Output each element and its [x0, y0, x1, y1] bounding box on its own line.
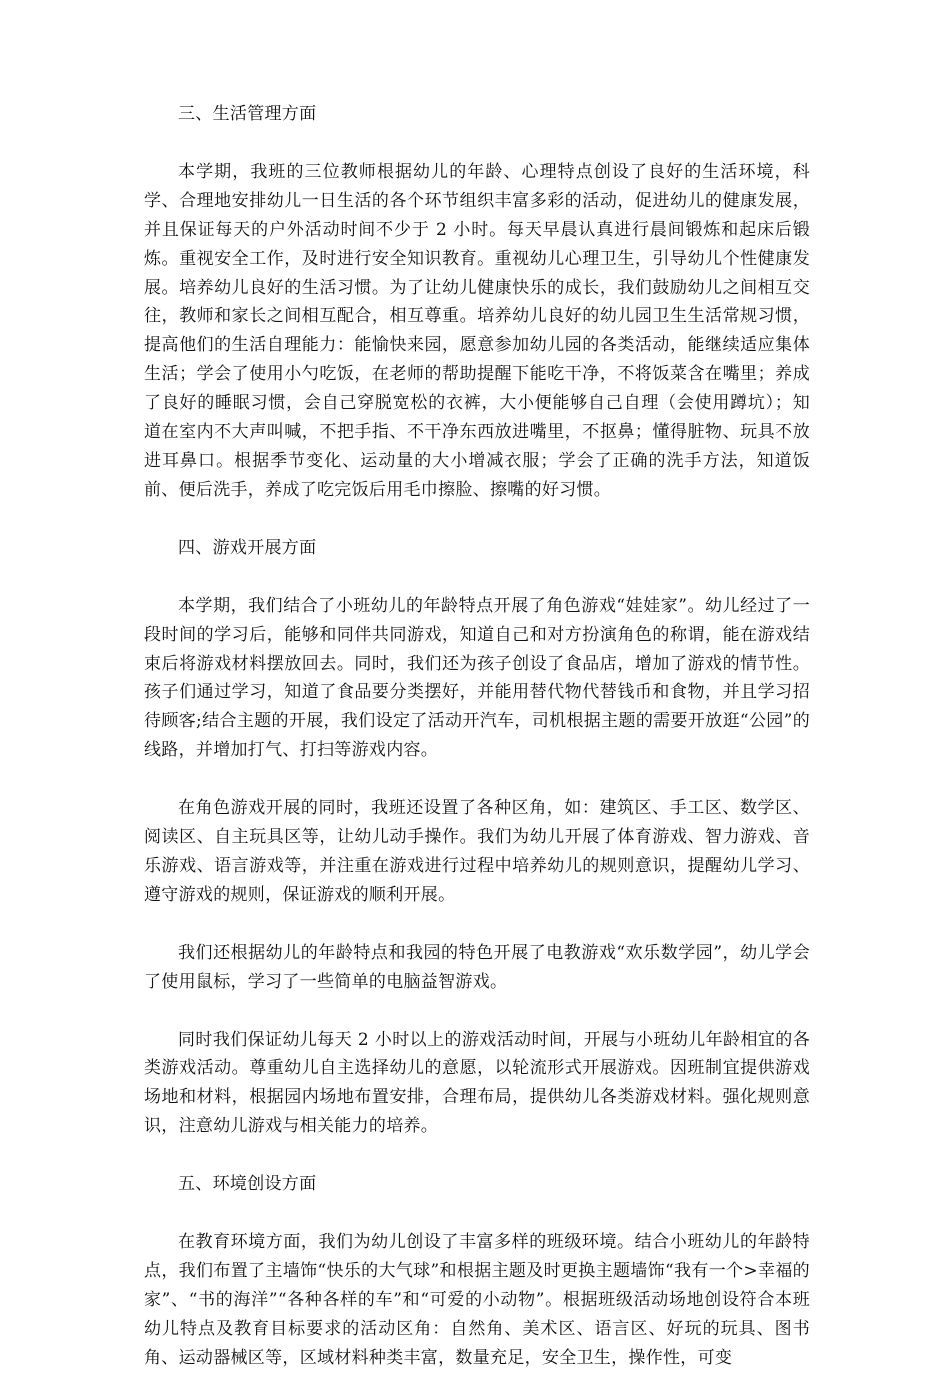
paragraph: 在教育环境方面，我们为幼儿创设了丰富多样的班级环境。结合小班幼儿的年龄特点，我们布置了主墙饰“快乐的大气球”和根据主题及时更换主题墙饰“我有一个>幸福的家”、“书的海洋”“各种各样的车”和“可爱的小动物”。根据班级活动场地创设符合本班幼儿特点及教育目标要求的活动区角：自然角、美术区、语言区、好玩的玩具、图书角、运动器械区等，区域材料种类丰富，数量充足，安全卫生，操作性，可变 [144, 1232, 810, 1368]
section-heading: 三、生活管理方面 [178, 104, 317, 124]
paragraph: 在角色游戏开展的同时，我班还设置了各种区角，如：建筑区、手工区、数学区、阅读区、自主玩具区等，让幼儿动手操作。我们为幼儿开展了体育游戏、智力游戏、音乐游戏、语言游戏等，并注重在游戏进行过程中培养幼儿的规则意识，提醒幼儿学习、遵守游戏的规则，保证游戏的顺利开展。 [144, 798, 810, 905]
section-heading: 五、环境创设方面 [178, 1174, 317, 1195]
section-heading: 四、游戏开展方面 [178, 537, 317, 558]
paragraph: 我们还根据幼儿的年龄特点和我园的特色开展了电教游戏“欢乐数学园”，幼儿学会了使用鼠标，学习了一些简单的电脑益智游戏。 [144, 942, 810, 992]
paragraph: 本学期，我班的三位教师根据幼儿的年龄、心理特点创设了良好的生活环境，科学、合理地安排幼儿一日生活的各个环节组织丰富多彩的活动，促进幼儿的健康发展，并且保证每天的户外活动时间不少于 2 小时。每天早晨认真进行晨间锻炼和起床后锻炼。重视安全工作，及时进行安全知识教育。重视幼儿心理卫生，引导幼儿个性健康发展。培养幼儿良好的生活习惯。为了让幼儿健康快乐的成长，我们鼓励幼儿之间相互交往，教师和家长之间相互配合，相互尊重。培养幼儿良好的幼儿园卫生生活常规习惯，提高他们的生活自理能力：能愉快来园，愿意参加幼儿园的各类活动，能继续适应集体生活；学会了使用小勺吃饭，在老师的帮助提醒下能吃干净，不将饭菜含在嘴里；养成了良好的睡眠习惯，会自己穿脱宽松的衣裤，大小便能够自己自理（会使用蹲坑）；知道在室内不大声叫喊，不把手指、不干净东西放进嘴里，不抠鼻；懂得脏物、玩具不放进耳鼻口。根据季节变化、运动量的大小增减衣服；学会了正确的洗手方法，知道饭前、便后洗手，养成了吃完饭后用毛巾擦脸、擦嘴的好习惯。 [144, 161, 810, 500]
section-environment-creation [144, 1170, 810, 1372]
paragraph: 本学期，我们结合了小班幼儿的年龄特点开展了角色游戏“娃娃家”。幼儿经过了一段时间的学习后，能够和同伴共同游戏，知道自己和对方扮演角色的称谓，能在游戏结束后将游戏材料摆放回去。同时，我们还为孩子创设了食品店，增加了游戏的情节性。孩子们通过学习，知道了食品要分类摆好，并能用替代物代替钱币和食物，并且学习招待顾客;结合主题的开展，我们设定了活动开汽车，司机根据主题的需要开放逛“公园”的线路，并增加打气、打扫等游戏内容。 [144, 595, 810, 761]
section-game-development [144, 534, 810, 1141]
paragraph: 同时我们保证幼儿每天 2 小时以上的游戏活动时间，开展与小班幼儿年龄相宜的各类游戏活动。尊重幼儿自主选择幼儿的意愿，以轮流形式开展游戏。因班制宜提供游戏场地和材料，根据园内场地布置安排，合理布局，提供幼儿各类游戏材料。强化规则意识，注意幼儿游戏与相关能力的培养。 [144, 1029, 810, 1137]
section-life-management [144, 100, 810, 505]
document-body [144, 100, 810, 1373]
